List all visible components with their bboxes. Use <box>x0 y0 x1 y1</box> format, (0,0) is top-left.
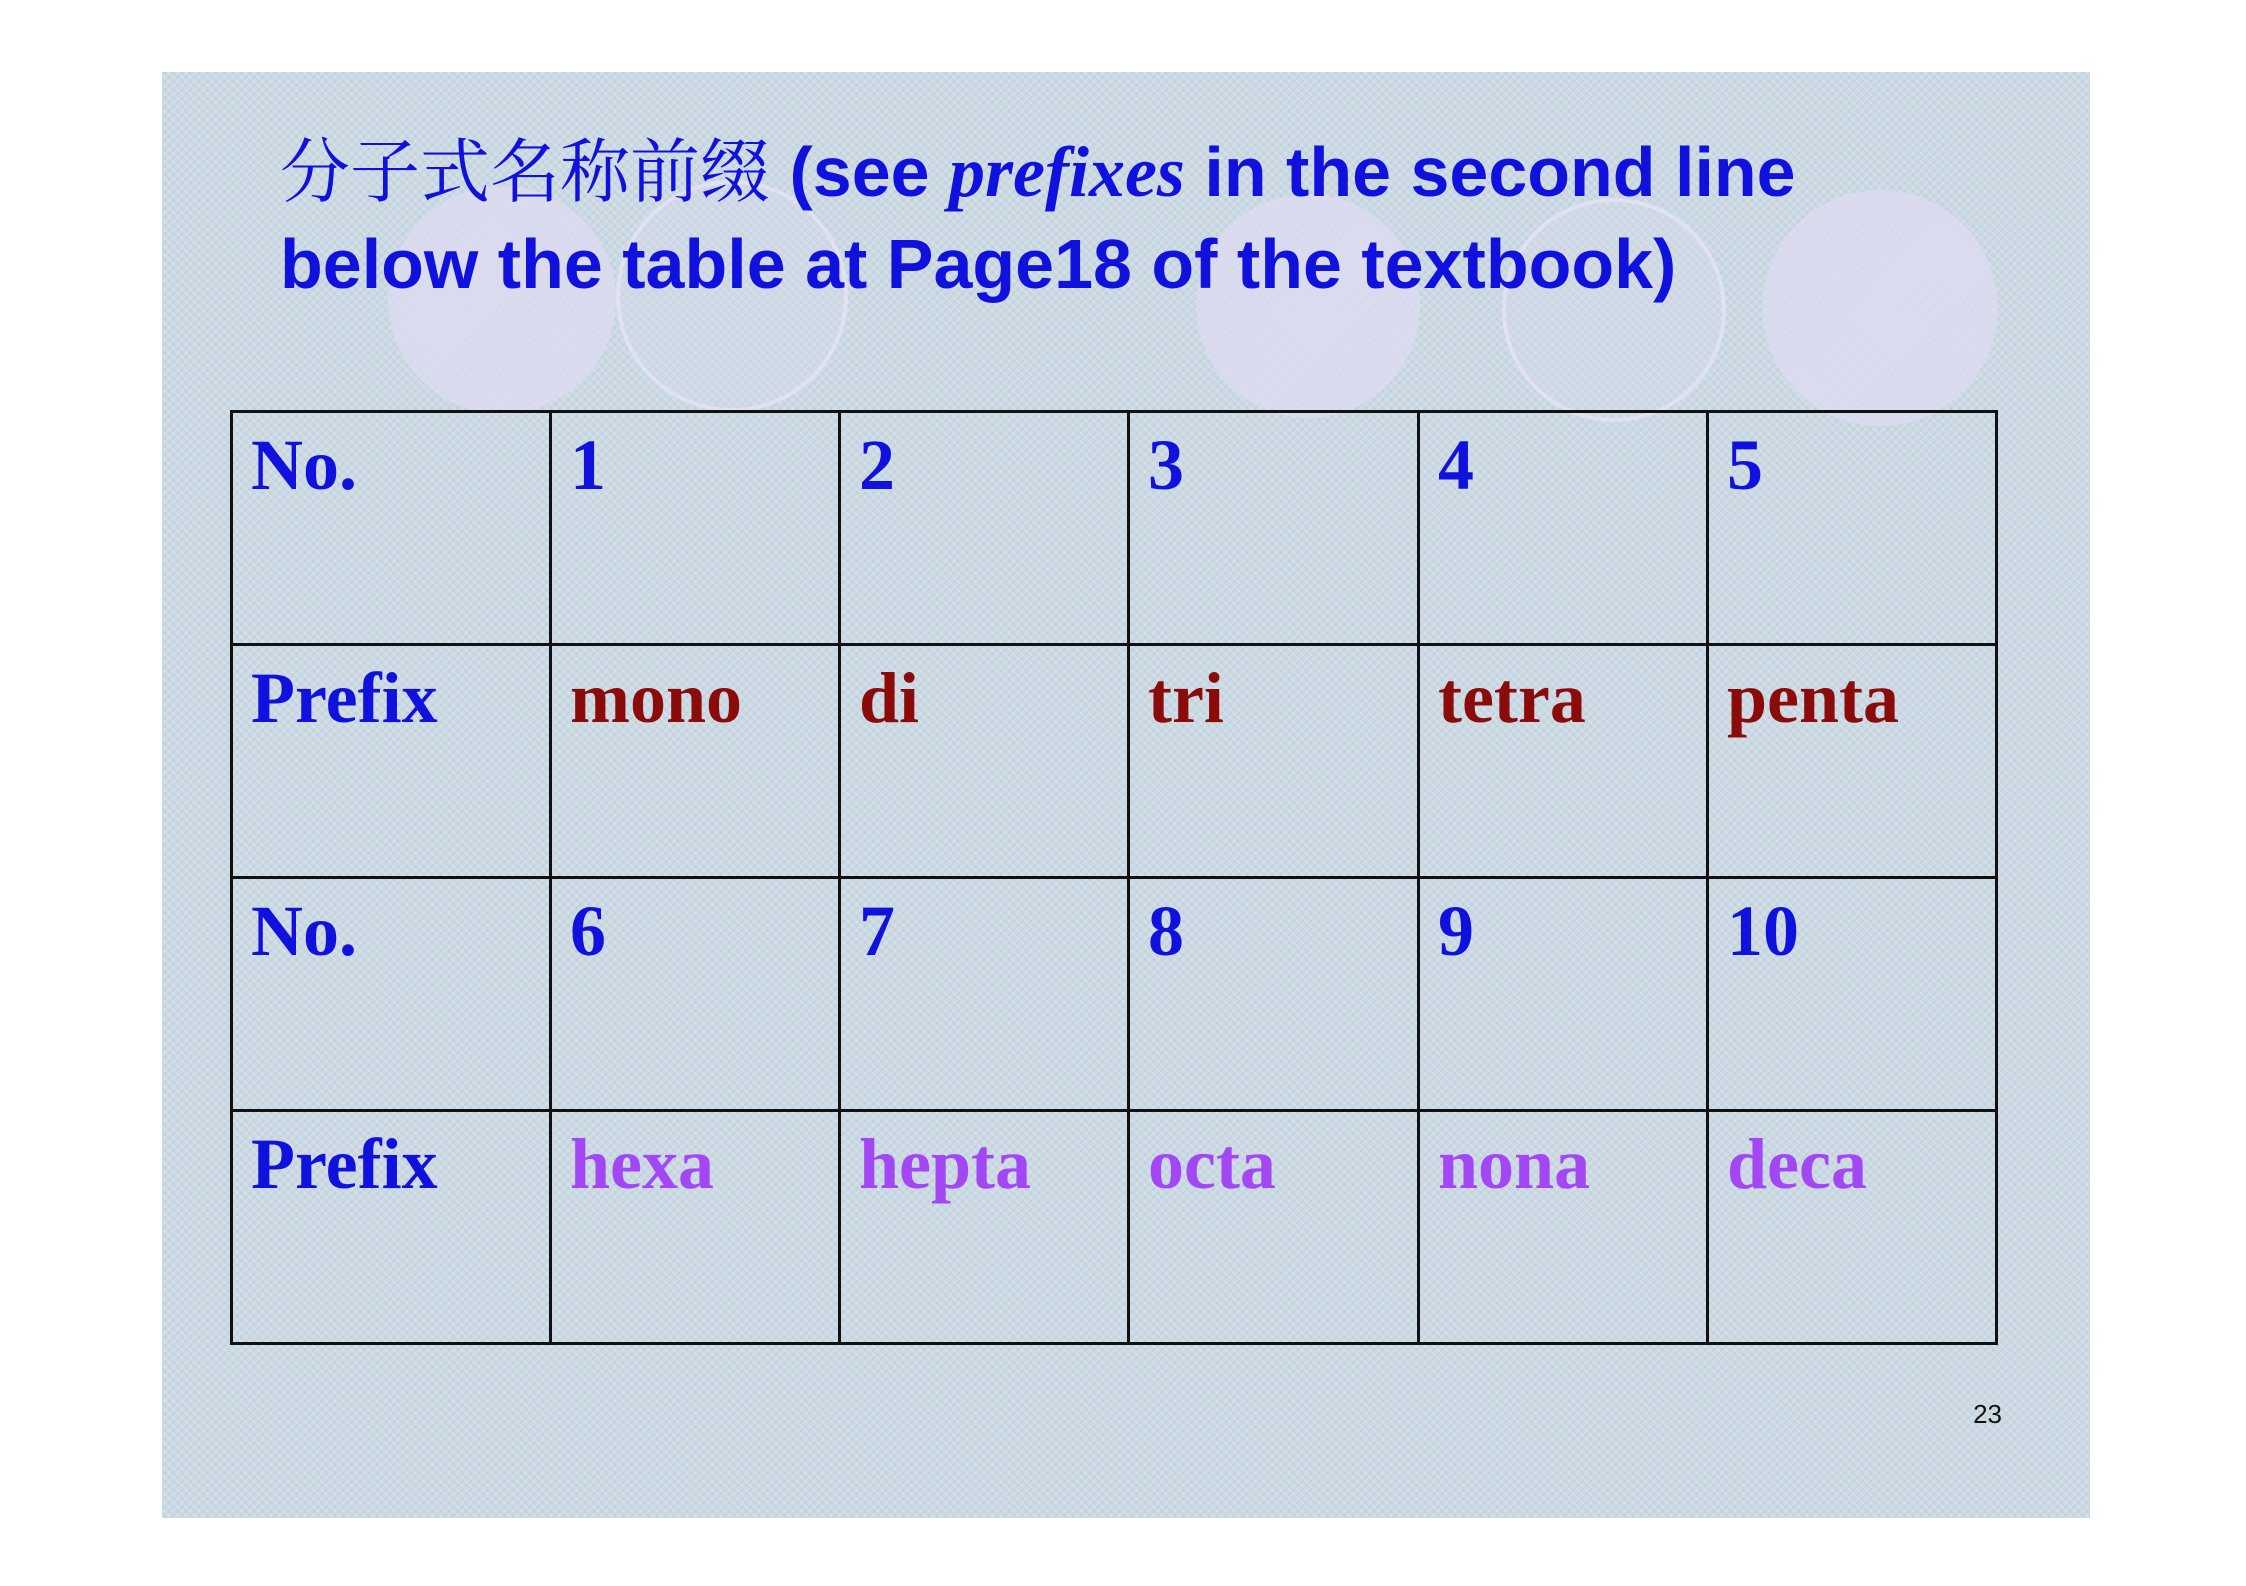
number-cell: 10 <box>1708 878 1997 1111</box>
number-cell: 8 <box>1129 878 1419 1111</box>
title-text-end: in the second line below the table at Page18 of the textbook) <box>280 133 1796 303</box>
page-number: 23 <box>1973 1399 2002 1429</box>
prefix-cell: mono <box>551 645 840 878</box>
number-cell: 5 <box>1708 412 1997 645</box>
number-cell: 6 <box>551 878 840 1111</box>
prefix-cell: octa <box>1129 1111 1419 1344</box>
title-text-start: (see <box>770 133 949 211</box>
slide <box>162 72 2090 1518</box>
number-cell: 7 <box>840 878 1129 1111</box>
prefix-cell: deca <box>1708 1111 1997 1344</box>
row-header-cell: Prefix <box>232 1111 551 1344</box>
prefix-cell: hexa <box>551 1111 840 1344</box>
number-cell: 1 <box>551 412 840 645</box>
number-cell: 4 <box>1419 412 1708 645</box>
number-cell: 2 <box>840 412 1129 645</box>
number-cell: 3 <box>1129 412 1419 645</box>
table-row <box>232 1111 1997 1344</box>
prefix-cell: tri <box>1129 645 1419 878</box>
title-chinese: 分子式名称前缀 <box>280 131 770 213</box>
prefix-cell: tetra <box>1419 645 1708 878</box>
row-header-cell: Prefix <box>232 645 551 878</box>
table-row <box>232 412 1997 645</box>
prefix-table <box>230 410 1998 1345</box>
number-cell: 9 <box>1419 878 1708 1111</box>
prefix-cell: hepta <box>840 1111 1129 1344</box>
table-row <box>232 645 1997 878</box>
table-row <box>232 878 1997 1111</box>
slide-title <box>280 126 2000 310</box>
title-italic-term: prefixes <box>949 132 1185 212</box>
prefix-cell: penta <box>1708 645 1997 878</box>
row-header-cell: No. <box>232 878 551 1111</box>
prefix-cell: di <box>840 645 1129 878</box>
row-header-cell: No. <box>232 412 551 645</box>
prefix-cell: nona <box>1419 1111 1708 1344</box>
